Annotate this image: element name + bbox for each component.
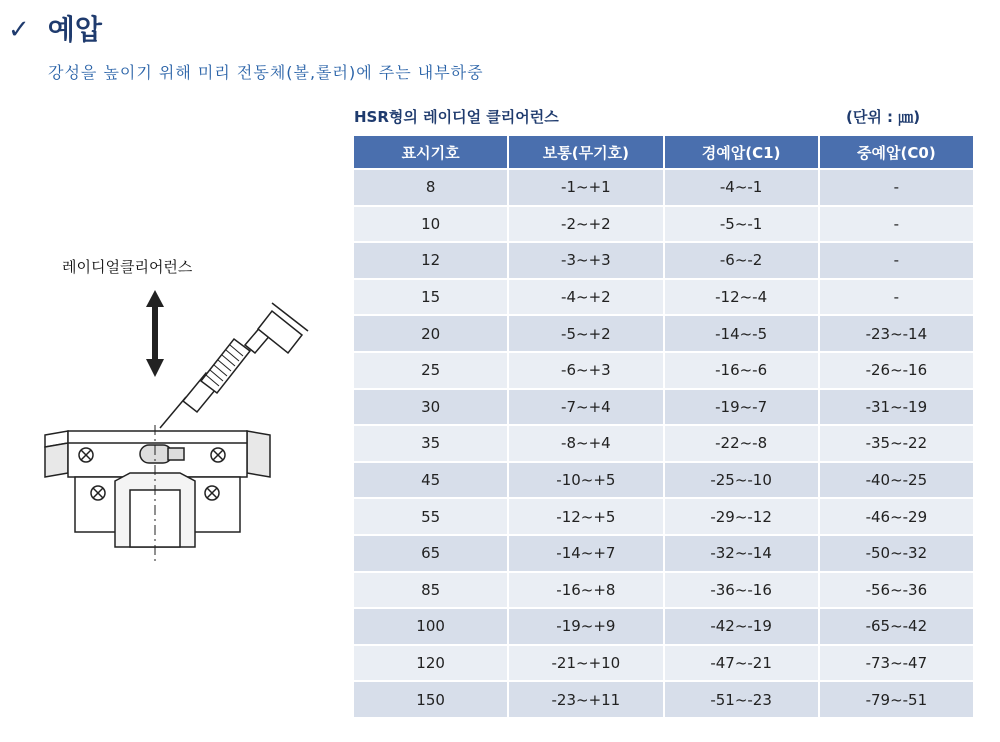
table-cell: -1~+1 bbox=[509, 170, 662, 205]
table-cell: -32~-14 bbox=[665, 536, 818, 571]
page-title: 예압 bbox=[47, 13, 102, 46]
table-cell: 150 bbox=[354, 682, 507, 717]
table-title: HSR형의 레이디얼 클리어런스 bbox=[354, 108, 559, 126]
table-cell: -14~+7 bbox=[509, 536, 662, 571]
column-header: 표시기호 bbox=[354, 136, 507, 168]
table-cell: 120 bbox=[354, 646, 507, 681]
table-cell: -65~-42 bbox=[820, 609, 973, 644]
table-cell: -51~-23 bbox=[665, 682, 818, 717]
table-row bbox=[354, 316, 973, 351]
table-cell: -42~-19 bbox=[665, 609, 818, 644]
table-cell: -4~-1 bbox=[665, 170, 818, 205]
linear-guide-diagram bbox=[40, 285, 320, 570]
table-row bbox=[354, 646, 973, 681]
table-cell: -79~-51 bbox=[820, 682, 973, 717]
table-cell: - bbox=[820, 280, 973, 315]
table-cell: -23~+11 bbox=[509, 682, 662, 717]
table-row bbox=[354, 353, 973, 388]
table-row bbox=[354, 609, 973, 644]
column-header: 중예압(C0) bbox=[820, 136, 973, 168]
table-cell: 25 bbox=[354, 353, 507, 388]
table-row bbox=[354, 463, 973, 498]
table-cell: - bbox=[820, 170, 973, 205]
table-cell: 35 bbox=[354, 426, 507, 461]
table-cell: -21~+10 bbox=[509, 646, 662, 681]
table-row bbox=[354, 573, 973, 608]
table-row bbox=[354, 536, 973, 571]
table-cell: 45 bbox=[354, 463, 507, 498]
table-cell: - bbox=[820, 243, 973, 278]
table-row bbox=[354, 280, 973, 315]
check-icon: ✓ bbox=[8, 15, 30, 45]
table-cell: -12~-4 bbox=[665, 280, 818, 315]
column-header: 경예압(C1) bbox=[665, 136, 818, 168]
table-cell: -47~-21 bbox=[665, 646, 818, 681]
section-heading bbox=[8, 6, 102, 54]
table-cell: -8~+4 bbox=[509, 426, 662, 461]
table-cell: -19~+9 bbox=[509, 609, 662, 644]
table-cell: 65 bbox=[354, 536, 507, 571]
table-cell: - bbox=[820, 207, 973, 242]
table-cell: 8 bbox=[354, 170, 507, 205]
radial-clearance-table bbox=[352, 134, 975, 719]
table-cell: -46~-29 bbox=[820, 499, 973, 534]
table-cell: -16~+8 bbox=[509, 573, 662, 608]
table-row bbox=[354, 207, 973, 242]
table-cell: 30 bbox=[354, 390, 507, 425]
table-cell: -7~+4 bbox=[509, 390, 662, 425]
table-cell: -5~-1 bbox=[665, 207, 818, 242]
column-header: 보통(무기호) bbox=[509, 136, 662, 168]
page-subtitle: 강성을 높이기 위해 미리 전동체(볼,롤러)에 주는 내부하중 bbox=[48, 63, 484, 82]
table-row bbox=[354, 170, 973, 205]
table-cell: -2~+2 bbox=[509, 207, 662, 242]
table-cell: -26~-16 bbox=[820, 353, 973, 388]
table-cell: 85 bbox=[354, 573, 507, 608]
table-cell: 55 bbox=[354, 499, 507, 534]
table-cell: -6~+3 bbox=[509, 353, 662, 388]
table-row bbox=[354, 499, 973, 534]
table-cell: -36~-16 bbox=[665, 573, 818, 608]
table-row bbox=[354, 390, 973, 425]
table-row bbox=[354, 426, 973, 461]
table-cell: -16~-6 bbox=[665, 353, 818, 388]
table-cell: -12~+5 bbox=[509, 499, 662, 534]
table-cell: -19~-7 bbox=[665, 390, 818, 425]
table-cell: -35~-22 bbox=[820, 426, 973, 461]
table-cell: -22~-8 bbox=[665, 426, 818, 461]
table-header-row bbox=[354, 136, 973, 168]
table-row bbox=[354, 243, 973, 278]
table-cell: -4~+2 bbox=[509, 280, 662, 315]
table-cell: 15 bbox=[354, 280, 507, 315]
table-unit: (단위 : ㎛) bbox=[846, 108, 921, 126]
table-cell: -40~-25 bbox=[820, 463, 973, 498]
table-cell: 100 bbox=[354, 609, 507, 644]
table-cell: 12 bbox=[354, 243, 507, 278]
table-cell: -14~-5 bbox=[665, 316, 818, 351]
guide-block-icon bbox=[45, 425, 270, 565]
dial-gauge-probe-icon bbox=[160, 303, 308, 428]
table-cell: 20 bbox=[354, 316, 507, 351]
table-cell: -73~-47 bbox=[820, 646, 973, 681]
table-cell: -56~-36 bbox=[820, 573, 973, 608]
table-cell: 10 bbox=[354, 207, 507, 242]
double-arrow-icon bbox=[146, 290, 164, 377]
radial-clearance-label: 레이디얼클리어런스 bbox=[62, 258, 193, 276]
table-cell: -23~-14 bbox=[820, 316, 973, 351]
table-row bbox=[354, 682, 973, 717]
table-cell: -5~+2 bbox=[509, 316, 662, 351]
table-cell: -6~-2 bbox=[665, 243, 818, 278]
table-cell: -50~-32 bbox=[820, 536, 973, 571]
table-cell: -3~+3 bbox=[509, 243, 662, 278]
table-cell: -31~-19 bbox=[820, 390, 973, 425]
table-cell: -10~+5 bbox=[509, 463, 662, 498]
table-cell: -29~-12 bbox=[665, 499, 818, 534]
table-cell: -25~-10 bbox=[665, 463, 818, 498]
